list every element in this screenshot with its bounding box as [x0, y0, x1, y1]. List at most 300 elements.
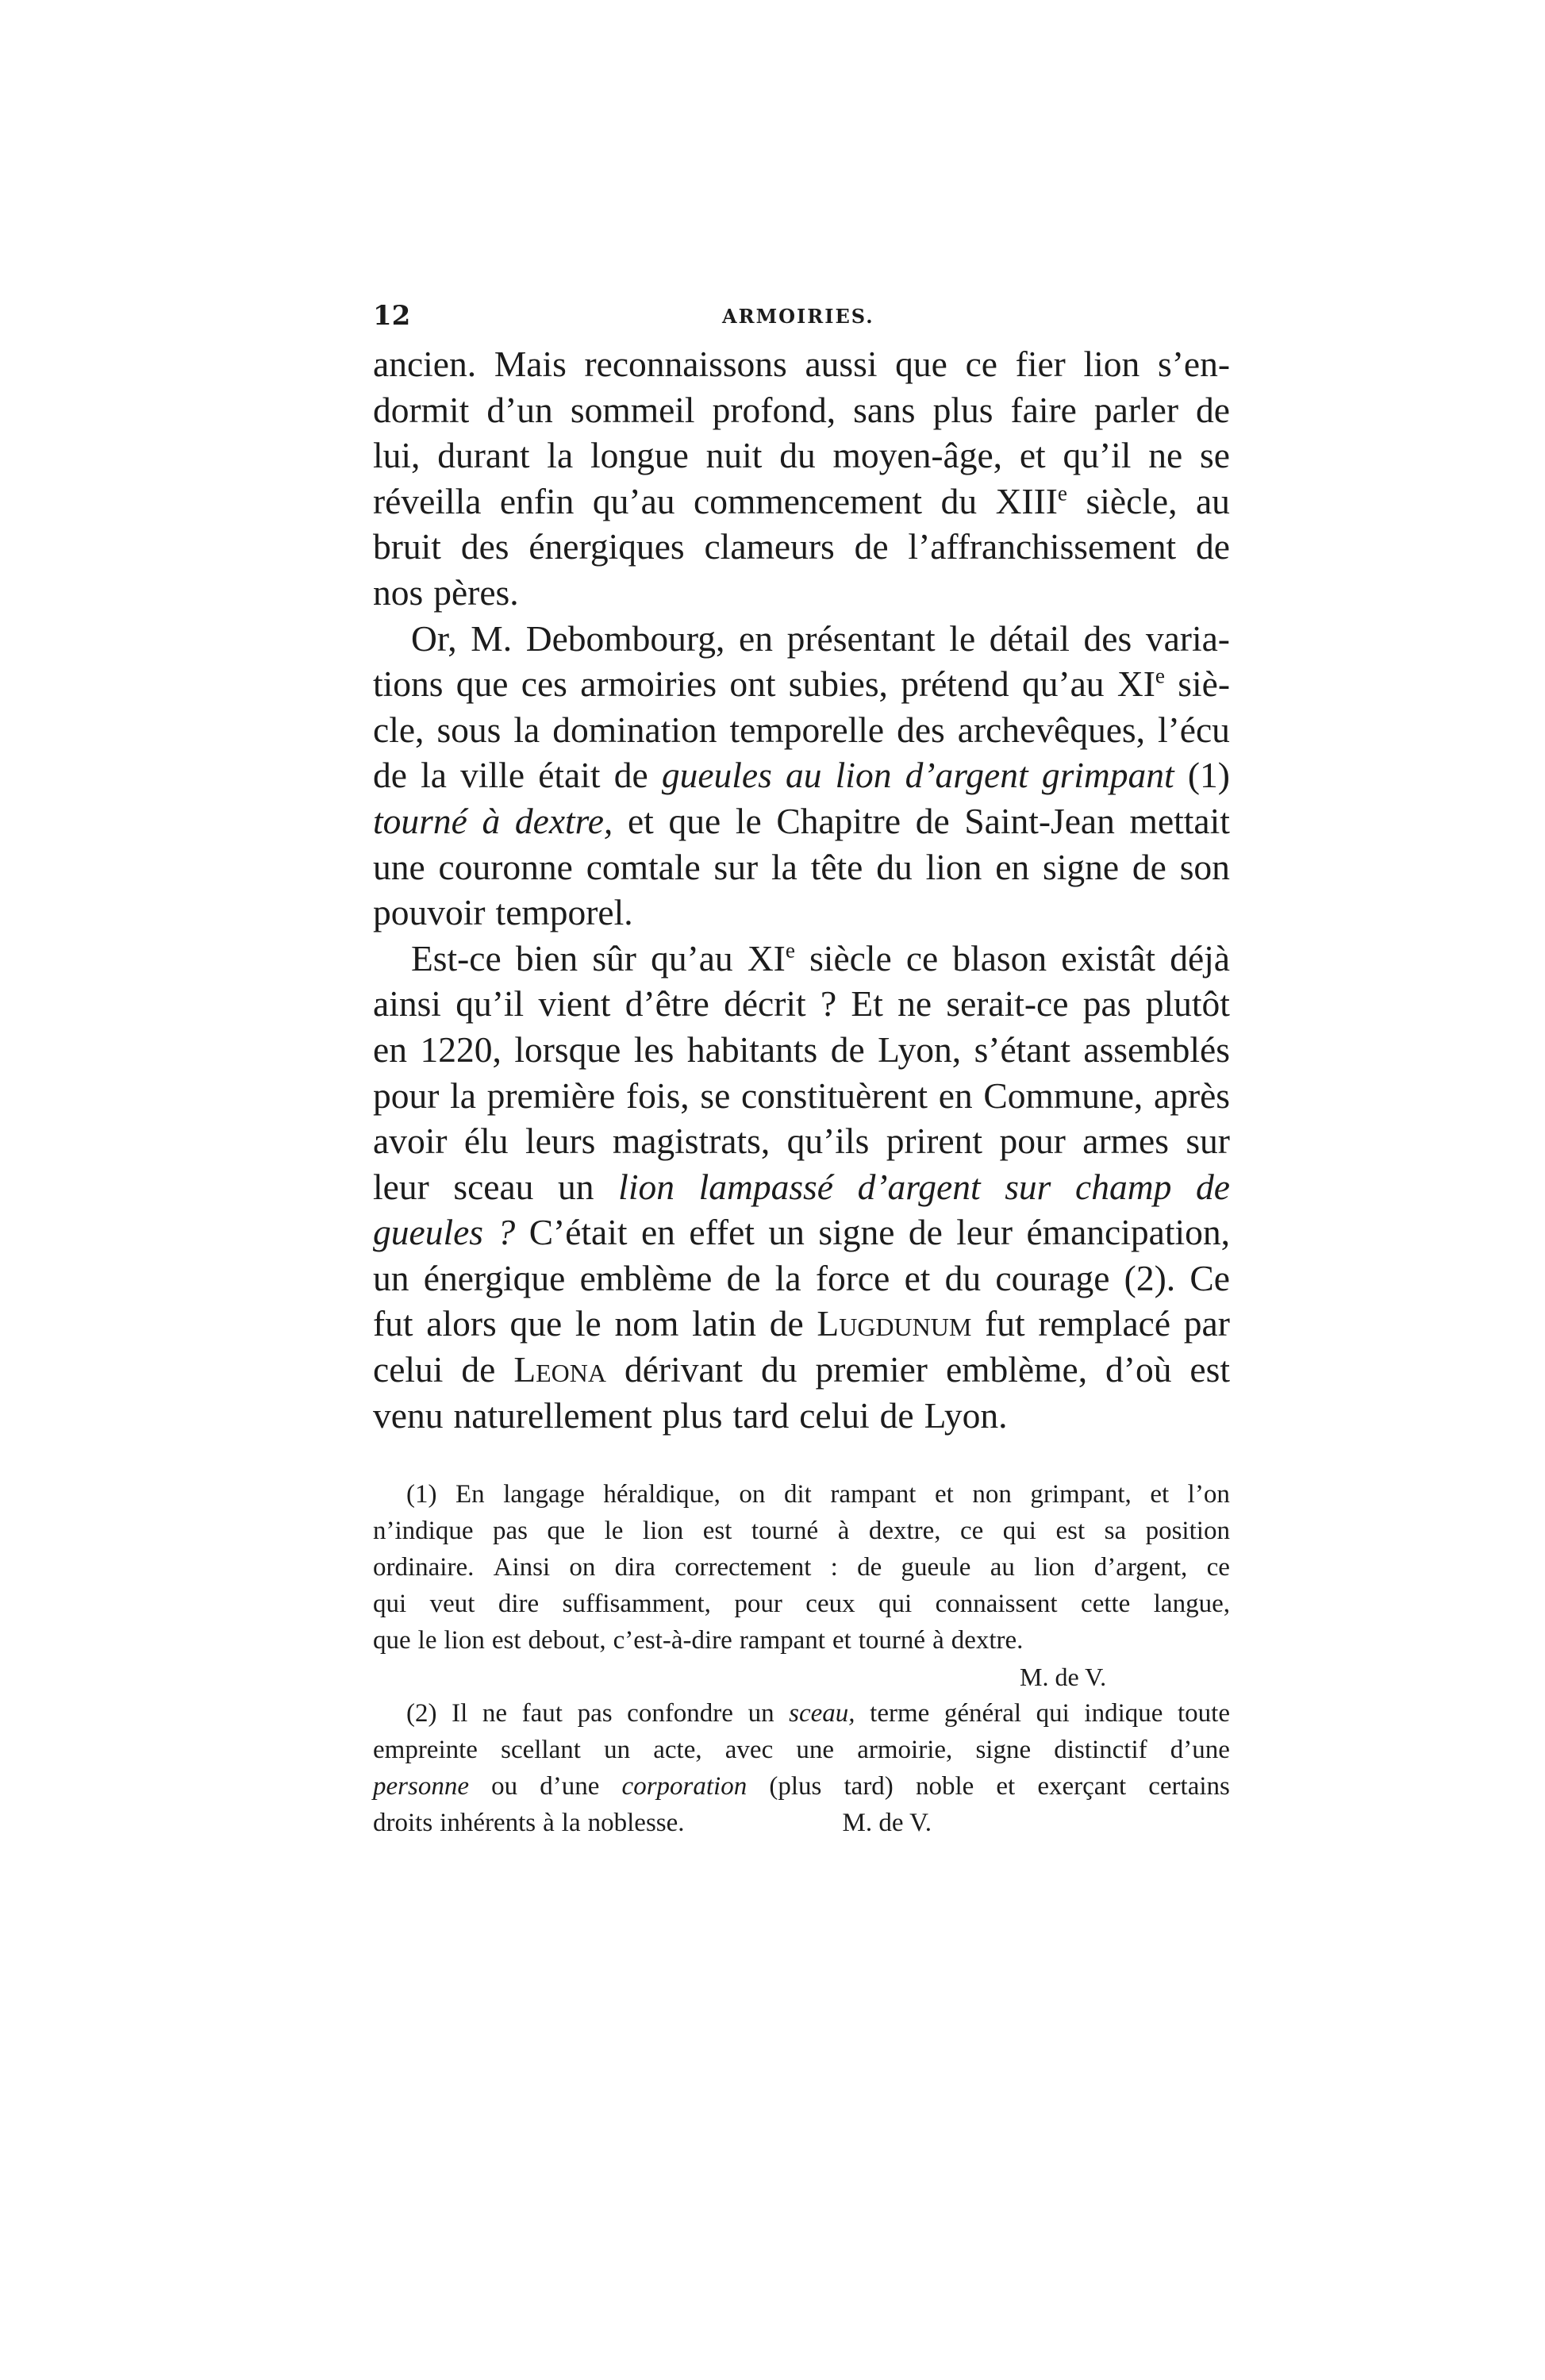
word: d’où	[1105, 1349, 1172, 1390]
word: d’être	[625, 983, 709, 1025]
word: le	[575, 1303, 601, 1344]
word: emblème	[579, 1257, 713, 1298]
word: alors	[426, 1303, 497, 1344]
word: Commune,	[983, 1075, 1143, 1116]
word: reconnaissons	[584, 344, 787, 384]
word: lampassé	[698, 1166, 833, 1207]
word: naturellement	[453, 1394, 652, 1436]
word: de	[1132, 846, 1166, 887]
word: leur	[373, 1166, 429, 1207]
word: pas	[577, 1699, 613, 1728]
word: ce	[965, 344, 997, 384]
word: d’une	[540, 1772, 600, 1801]
word: à	[837, 1517, 850, 1545]
main-text	[373, 341, 1230, 1438]
word: un	[558, 1166, 594, 1207]
word: sa	[1104, 1517, 1127, 1545]
text-line	[373, 1073, 1230, 1119]
word: et	[934, 1480, 954, 1509]
word: clameurs	[704, 526, 835, 567]
word: et	[996, 1772, 1016, 1801]
word: ce	[905, 937, 939, 979]
word: leurs	[525, 1121, 596, 1162]
word: dextre,	[514, 800, 613, 841]
word: scellant	[501, 1736, 581, 1764]
word: que	[455, 663, 509, 705]
text-line	[373, 752, 1230, 798]
word: détail	[989, 617, 1070, 659]
word: debout,	[528, 1626, 606, 1655]
word: décrit	[724, 983, 806, 1025]
word: de	[857, 1553, 882, 1582]
word: suffisamment,	[562, 1590, 711, 1618]
word: le	[949, 617, 976, 659]
word: que	[668, 800, 721, 841]
word: de	[915, 800, 950, 841]
word: nos	[373, 571, 424, 613]
word: sous	[436, 709, 502, 750]
word: les	[633, 1029, 674, 1070]
word: qui	[1036, 1699, 1070, 1728]
word: ce	[1206, 1553, 1230, 1582]
word: lorsque	[514, 1029, 621, 1070]
footnote-line	[373, 1732, 1230, 1768]
word: de	[726, 1257, 761, 1298]
word: du	[876, 846, 913, 887]
word: se	[1200, 435, 1230, 476]
footnote-line	[373, 1476, 1230, 1513]
word: courage	[995, 1257, 1110, 1298]
word: ne	[482, 1699, 508, 1728]
word: commencement	[694, 480, 923, 521]
word: on	[569, 1553, 596, 1582]
word: un	[604, 1736, 631, 1764]
text-line	[373, 524, 1230, 570]
word: lion	[1034, 1553, 1075, 1582]
word: force	[815, 1257, 890, 1298]
word: et	[832, 1626, 851, 1655]
text-line	[373, 1393, 1230, 1439]
footnote-line	[373, 1513, 1230, 1549]
word: qu’au	[592, 480, 675, 521]
word: sur	[1186, 1121, 1230, 1162]
word: position	[1145, 1517, 1230, 1545]
word: du	[761, 1349, 797, 1390]
word: ordinaire.	[373, 1553, 475, 1582]
word: un	[373, 1257, 409, 1298]
word: s’en-	[1158, 344, 1230, 384]
word: dira	[614, 1553, 655, 1582]
word: :	[830, 1553, 838, 1582]
text-line	[373, 844, 1230, 890]
word: Or,	[411, 617, 457, 659]
word: comtale	[586, 846, 701, 887]
word: habitants	[686, 1029, 818, 1070]
word: tourné	[373, 800, 467, 841]
word: leur	[956, 1212, 1013, 1253]
word: plutôt	[1145, 983, 1230, 1025]
word: constituèrent	[740, 1075, 928, 1116]
word: par	[1183, 1303, 1230, 1344]
word: langue,	[1153, 1590, 1230, 1618]
word: vient	[538, 983, 611, 1025]
word: dit	[783, 1480, 812, 1509]
word: ne	[1148, 435, 1183, 476]
word: moyen-âge,	[832, 435, 1003, 476]
word: dormit	[373, 389, 470, 430]
word: de	[830, 1029, 865, 1070]
word: pour	[373, 1075, 440, 1116]
word: de	[908, 1212, 943, 1253]
word: pères.	[433, 571, 519, 613]
word: de	[1196, 389, 1230, 430]
word: le	[604, 1517, 624, 1545]
word: sceau,	[789, 1699, 855, 1728]
word: noble	[915, 1772, 974, 1801]
word: lion	[444, 1626, 485, 1655]
footnote-line	[373, 1768, 1230, 1805]
text-line	[373, 890, 1230, 936]
text-line	[373, 616, 1230, 662]
word: pouvoir	[373, 892, 486, 933]
word: serait-ce	[946, 983, 1069, 1025]
word: sur	[1005, 1166, 1051, 1207]
word: on	[739, 1480, 766, 1509]
word: de	[769, 1303, 804, 1344]
word: Lyon,	[878, 1029, 962, 1070]
word: parler	[1093, 389, 1178, 430]
word: temporel.	[495, 892, 633, 933]
word: faut	[521, 1699, 563, 1728]
word: fier	[1015, 344, 1066, 384]
word: celui	[799, 1394, 870, 1436]
word: prétend	[901, 663, 1009, 705]
word: Ce	[1189, 1257, 1230, 1298]
word: l’affranchissement	[908, 526, 1177, 567]
word: que	[547, 1517, 586, 1545]
word: indique	[1084, 1699, 1163, 1728]
word: un	[748, 1699, 774, 1728]
word: inhérents	[440, 1809, 536, 1837]
word: aussi	[805, 344, 878, 384]
word: lion	[642, 1517, 684, 1545]
word: XIe	[747, 937, 795, 979]
word: au	[990, 1553, 1015, 1582]
text-line	[373, 707, 1230, 753]
footnote-line	[373, 1695, 1230, 1732]
word: droits	[373, 1809, 433, 1837]
word: emblème,	[945, 1349, 1088, 1390]
word: le	[735, 800, 762, 841]
word: d’une	[1170, 1736, 1230, 1764]
word: rampant	[739, 1626, 825, 1655]
word: n’indique	[373, 1517, 474, 1545]
word: celui	[373, 1349, 444, 1390]
word: dire	[498, 1590, 540, 1618]
word: Lugdunum	[817, 1303, 972, 1344]
word: langage	[503, 1480, 585, 1509]
word: est	[702, 1517, 732, 1545]
word: était	[538, 755, 601, 796]
word: Saint-Jean	[964, 800, 1115, 841]
word: en	[995, 846, 1030, 887]
word: et	[1019, 435, 1046, 476]
word: première	[486, 1075, 616, 1116]
word: ce	[960, 1517, 984, 1545]
word: la	[421, 755, 447, 796]
word: profond,	[712, 389, 836, 430]
word: de	[1195, 1166, 1230, 1207]
word: bruit	[373, 526, 441, 567]
word: lui,	[373, 435, 421, 476]
word: latin	[692, 1303, 756, 1344]
word: pas	[1082, 983, 1132, 1025]
word: à	[932, 1626, 944, 1655]
footnote-line	[373, 1622, 1230, 1659]
word: gueules	[661, 755, 772, 796]
word: signe	[818, 1212, 895, 1253]
word: et	[904, 1257, 931, 1298]
text-line	[373, 570, 1230, 616]
word: tourné	[751, 1517, 819, 1545]
word: la	[774, 1257, 801, 1298]
word: Chapitre	[776, 800, 901, 841]
word: Lyon.	[924, 1394, 1008, 1436]
word: nom	[614, 1303, 679, 1344]
word: général	[944, 1699, 1022, 1728]
word: siè-	[1178, 663, 1230, 705]
word: domination	[552, 709, 717, 750]
word: magistrats,	[612, 1121, 771, 1162]
word: connaissent	[935, 1590, 1058, 1618]
word: XIe	[1116, 663, 1165, 705]
word: gueules	[373, 1212, 483, 1253]
text-line	[373, 661, 1230, 707]
word: confondre	[627, 1699, 733, 1728]
word: corporation	[621, 1772, 748, 1801]
word: et	[627, 800, 654, 841]
word: Ainsi	[493, 1553, 551, 1582]
word: héraldique,	[603, 1480, 721, 1509]
word: en	[373, 1029, 407, 1070]
word: que	[895, 344, 947, 384]
word: toute	[1178, 1699, 1230, 1728]
word: premier	[815, 1349, 928, 1390]
word: d’un	[486, 389, 553, 430]
footnote-line	[373, 1586, 1230, 1622]
word: Il	[452, 1699, 468, 1728]
word: de	[461, 1349, 496, 1390]
word: certains	[1148, 1772, 1230, 1801]
word: de	[879, 1394, 914, 1436]
word: armoiries	[580, 663, 717, 705]
word: rampant	[830, 1480, 917, 1509]
word: de	[854, 526, 889, 567]
word: ?	[820, 983, 837, 1025]
word: Et	[851, 983, 883, 1025]
text-line	[373, 1164, 1230, 1210]
word: noblesse.	[587, 1809, 685, 1837]
word: du	[779, 435, 816, 476]
word: siècle,	[1086, 480, 1178, 521]
word: en	[739, 617, 773, 659]
word: avec	[724, 1736, 774, 1764]
word: M.	[471, 617, 513, 659]
word: Est-ce	[411, 937, 502, 979]
word: qui	[1002, 1517, 1036, 1545]
text-line	[373, 433, 1230, 479]
page-number: 12	[373, 300, 411, 332]
word: venu	[373, 1394, 444, 1436]
word: sommeil	[570, 389, 695, 430]
word: blason	[952, 937, 1047, 979]
text-line	[373, 341, 1230, 387]
word: énergique	[423, 1257, 566, 1298]
text-line	[373, 1255, 1230, 1302]
word: pour	[734, 1590, 782, 1618]
word: temporelle	[729, 709, 885, 750]
word: fois,	[626, 1075, 690, 1116]
word: des	[460, 526, 509, 567]
word: tourné	[858, 1626, 926, 1655]
word: que	[509, 1303, 563, 1344]
word: présentant	[786, 617, 936, 659]
word: que	[373, 1626, 411, 1655]
word: la	[771, 846, 797, 887]
word: est	[1055, 1517, 1086, 1545]
word: ne	[897, 983, 932, 1025]
word: énergiques	[528, 526, 685, 567]
footnote-line	[373, 1549, 1230, 1586]
word: son	[1179, 846, 1230, 887]
word: ou	[491, 1772, 518, 1801]
word: et	[1150, 1480, 1170, 1509]
word: non	[972, 1480, 1012, 1509]
word: couronne	[438, 846, 573, 887]
text-line	[373, 387, 1230, 433]
word: signe	[1043, 846, 1120, 887]
word: grimpant	[1041, 755, 1174, 796]
word: la	[450, 1075, 476, 1116]
text-line	[373, 1209, 1230, 1255]
footnote-signature: M. de V.	[1020, 1663, 1107, 1691]
word: grimpant,	[1030, 1480, 1132, 1509]
word: la	[561, 1809, 581, 1837]
word: Debombourg,	[525, 617, 725, 659]
word: sur	[713, 846, 759, 887]
word: réveilla	[373, 480, 482, 521]
word: (1)	[406, 1480, 437, 1509]
text-line	[373, 1347, 1230, 1393]
word: un	[768, 1212, 805, 1253]
word: au	[1195, 480, 1230, 521]
word: empreinte	[373, 1736, 478, 1764]
word: la	[513, 709, 540, 750]
word: armes	[1082, 1121, 1169, 1162]
word: personne	[373, 1772, 469, 1801]
word: se	[700, 1075, 731, 1116]
text-line	[373, 798, 1230, 844]
word: élu	[463, 1121, 509, 1162]
word: émancipation,	[1026, 1212, 1230, 1253]
word: plus	[932, 389, 993, 430]
word: des	[1083, 617, 1132, 659]
word: cle,	[373, 709, 425, 750]
word: en	[938, 1075, 973, 1116]
footnote-line	[373, 1805, 1230, 1841]
word: est	[491, 1626, 521, 1655]
word: ainsi	[373, 983, 441, 1025]
word: est	[1189, 1349, 1230, 1390]
word: plus	[662, 1394, 723, 1436]
word: (1)	[1187, 755, 1230, 796]
word: le	[417, 1626, 437, 1655]
text-line	[373, 479, 1230, 525]
word: au	[785, 755, 822, 796]
word: qu’ils	[786, 1121, 870, 1162]
word: lion	[618, 1166, 674, 1207]
word: Leona	[513, 1349, 606, 1390]
text-line	[373, 1118, 1230, 1164]
word: ancien.	[373, 344, 477, 384]
word: de	[373, 755, 407, 796]
word: lion	[925, 846, 982, 887]
word: lion	[1083, 344, 1140, 384]
word: des	[897, 709, 945, 750]
word: à	[543, 1809, 555, 1837]
text-line	[373, 1301, 1230, 1347]
text-line	[373, 1027, 1230, 1073]
word: veut	[429, 1590, 475, 1618]
word: fut	[985, 1303, 1025, 1344]
running-title: ARMOIRIES.	[722, 305, 874, 328]
word: d’argent	[905, 755, 1028, 796]
word: signe	[975, 1736, 1032, 1764]
word: sans	[853, 389, 916, 430]
word: cette	[1081, 1590, 1131, 1618]
word: varia-	[1145, 617, 1230, 659]
word: (plus	[769, 1772, 822, 1801]
footnote-signature: M. de V.	[842, 1809, 932, 1837]
word: fut	[373, 1303, 413, 1344]
word: subies,	[788, 663, 888, 705]
word: avoir	[373, 1121, 448, 1162]
word: remplacé	[1038, 1303, 1171, 1344]
word: nuit	[705, 435, 763, 476]
word: tard)	[844, 1772, 894, 1801]
word: d’argent,	[1093, 1553, 1188, 1582]
word: tard	[732, 1394, 790, 1436]
word: faire	[1010, 389, 1077, 430]
word: siècle	[809, 937, 892, 979]
word: de	[613, 755, 648, 796]
word: sûr	[592, 937, 636, 979]
word: l’écu	[1158, 709, 1230, 750]
word: ?	[497, 1212, 516, 1253]
word: prirent	[886, 1121, 983, 1162]
word: 1220,	[420, 1029, 502, 1070]
word: tions	[373, 663, 444, 705]
word: la	[547, 435, 574, 476]
word: qui	[373, 1590, 407, 1618]
word: mettait	[1129, 800, 1230, 841]
word: archevêques,	[957, 709, 1145, 750]
word: qu’il	[455, 983, 525, 1025]
word: XIIIe	[995, 480, 1068, 521]
word: Mais	[494, 344, 567, 384]
word: une	[796, 1736, 835, 1764]
footnotes	[373, 1476, 1230, 1841]
